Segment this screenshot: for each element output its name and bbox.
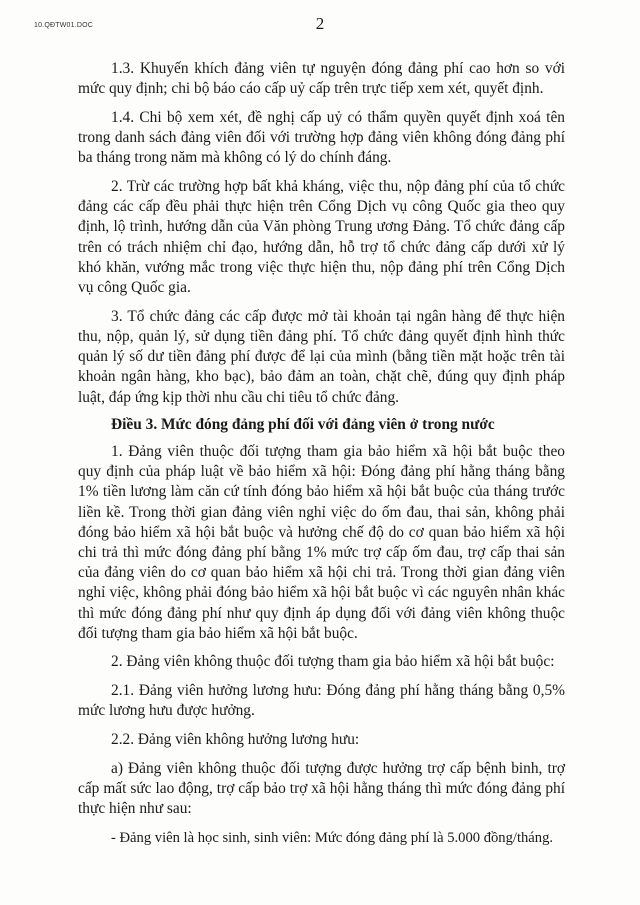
document-code: 10.QĐTW01.DOC bbox=[34, 22, 93, 29]
document-body bbox=[78, 59, 565, 857]
paragraph-2: 2. Trừ các trường hợp bất khả kháng, việc thu, nộp đảng phí của tổ chức đảng các cấp đều phải thực hiện trên Cổng Dịch vụ công Quốc gia theo quy định, lộ trình, hướng dẫn của Văn phòng Trung ương Đảng. Tổ chức đảng cấp trên có trách nhiệm chỉ đạo, hướng dẫn, hỗ trợ tổ chức đảng cấp dưới xử lý khó khăn, vướng mắc trong việc thực hiện thu, nộp đảng phí trên Cổng Dịch vụ công Quốc gia. bbox=[78, 178, 565, 297]
article-3-heading: Điều 3. Mức đóng đảng phí đối với đảng viên ở trong nước bbox=[111, 415, 495, 433]
article-3-paragraph-2: 2. Đảng viên không thuộc đối tượng tham gia bảo hiểm xã hội bắt buộc: bbox=[111, 653, 555, 671]
article-3-paragraph-2-2: 2.2. Đảng viên không hưởng lương hưu: bbox=[111, 731, 360, 749]
article-3-student-rate: - Đảng viên là học sinh, sinh viên: Mức đóng đảng phí là 5.000 đồng/tháng. bbox=[111, 829, 554, 846]
paragraph-1-4: 1.4. Chi bộ xem xét, đề nghị cấp uỷ có thẩm quyền quyết định xoá tên trong danh sách đảng viên đối với trường hợp đảng viên không đóng đảng phí ba tháng trong năm mà không có lý do chính đáng. bbox=[78, 108, 565, 167]
article-3-paragraph-1: 1. Đảng viên thuộc đối tượng tham gia bảo hiểm xã hội bắt buộc theo quy định của pháp luật về bảo hiểm xã hội: Đóng đảng phí hằng tháng bằng 1% tiền lương làm căn cứ tính đóng bảo hiểm xã hội bắt buộc của tháng trước liền kề. Trong thời gian đảng viên nghỉ việc do ốm đau, thai sản, không phải đóng bảo hiểm xã hội bắt buộc và hưởng chế độ do cơ quan bảo hiểm xã hội chi trả thì mức đóng đảng phí bằng 1% mức trợ cấp ốm đau, trợ cấp thai sản của đảng viên do cơ quan bảo hiểm xã hội chi trả. Trong thời gian đảng viên nghỉ việc, không phải đóng bảo hiểm xã hội bắt buộc vì các nguyên nhân khác thì mức đóng đảng phí như quy định áp dụng đối với đảng viên không thuộc đối tượng tham gia bảo hiểm xã hội bắt buộc. bbox=[78, 442, 565, 642]
article-3-paragraph-2-1: 2.1. Đảng viên hưởng lương hưu: Đóng đảng phí hằng tháng bằng 0,5% mức lương hưu được hưởng. bbox=[78, 682, 565, 720]
article-3-paragraph-a: a) Đảng viên không thuộc đối tượng được hưởng trợ cấp bệnh binh, trợ cấp mất sức lao động, trợ cấp bảo trợ xã hội hằng tháng thì mức đóng đảng phí thực hiện như sau: bbox=[78, 759, 565, 818]
page-number: 2 bbox=[315, 14, 325, 33]
paragraph-1-3: 1.3. Khuyến khích đảng viên tự nguyện đóng đảng phí cao hơn so với mức quy định; chi bộ báo cáo cấp uỷ cấp trên trực tiếp xem xét, quyết định. bbox=[78, 60, 565, 98]
paragraph-3: 3. Tổ chức đảng các cấp được mở tài khoản tại ngân hàng để thực hiện thu, nộp, quản lý, sử dụng tiền đảng phí. Tổ chức đảng quyết định hình thức quản lý số dư tiền đảng phí được để lại của mình (bằng tiền mặt hoặc trên tài khoản ngân hàng, kho bạc), bảo đảm an toàn, chặt chẽ, đúng quy định pháp luật, đáp ứng kịp thời nhu cầu chi tiêu tổ chức đảng. bbox=[78, 307, 565, 406]
